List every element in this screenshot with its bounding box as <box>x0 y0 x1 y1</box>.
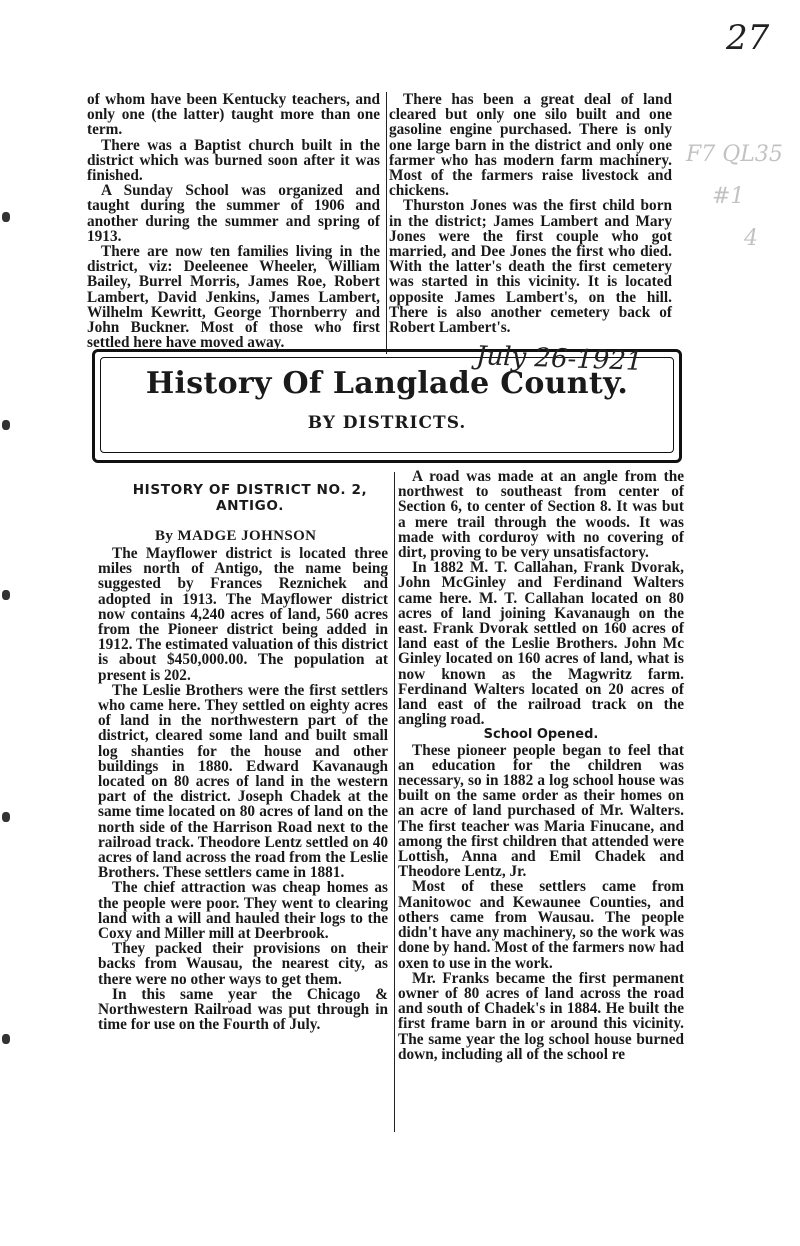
paragraph: There are now ten families living in the district, viz: Deeleenee Wheeler, William Bailey, Burrel Morris, James Roe, Robert Lambert, David Jenkins, James Lambert, Wilhelm Kewritt, George Thornberry and John Buckner. Most of those who first settled here have moved away. <box>87 243 380 352</box>
paragraph: There has been a great deal of land cleared but only one silo built and one gasoline engine purchased. There is only one large barn in the district and only one farmer who has modern farm machinery. Most of the farmers raise livestock and chickens. <box>389 91 672 200</box>
paragraph: Mr. Franks became the first permanent owner of 80 acres of land across the road and south of Chadek's in 1884. He built the first frame barn in or around this vicinity. The same year the log school house burned down, including all of the school re <box>398 969 684 1063</box>
paragraph: These pioneer people began to feel that an education for the children was necessary, so in 1882 a log school house was built on the same order as their homes on an acre of land purchased of Mr. Walters. The first teacher was Maria Finucane, and among the first children that attended were Lottish, Anna and Emil Chadek and Theodore Lentz, Jr. <box>398 741 684 881</box>
paragraph: of whom have been Kentucky teachers, and only one (the latter) taught more than one term. <box>87 91 380 139</box>
punch-hole-mark <box>2 1034 10 1044</box>
paragraph: A Sunday School was organized and taught during the summer of 1906 and another during the summer and spring of 1913. <box>87 182 380 245</box>
paragraph: The Leslie Brothers were the first settlers who came here. They settled on eighty acres of land in the northwestern part of the district, cleared some land and built small log shanties for the house and other buildings in 1880. Edward Kavanaugh located on 80 acres of land in the western part of the district. Joseph Chadek at the same time located on 80 acres of land on the north side of the Harrison Road next to the railroad track. Theodore Lentz settled on 40 acres of land across the road from the Leslie Brothers. These settlers came in 1881. <box>98 681 388 882</box>
article-title-line: HISTORY OF DISTRICT NO. 2, <box>132 482 368 498</box>
column-divider <box>386 92 387 354</box>
article-byline: By MADGE JOHNSON <box>155 528 317 544</box>
section-subhead: School Opened. <box>483 727 599 743</box>
margin-note-digit: 4 <box>744 226 758 251</box>
header-title: History Of Langlade County. <box>145 366 629 401</box>
page-number: 27 <box>726 18 770 58</box>
top-right-column <box>389 92 672 335</box>
handwritten-date: July 26-1921 <box>475 341 643 377</box>
column-divider <box>394 472 395 1132</box>
paragraph: The chief attraction was cheap homes as the people were poor. They went to clearing land with a will and hauled their logs to the Coxy and Miller mill at Deerbrook. <box>98 879 388 943</box>
article-title-line: ANTIGO. <box>215 498 284 514</box>
header-subtitle: BY DISTRICTS. <box>307 413 467 433</box>
top-left-column <box>87 92 380 350</box>
paragraph: In this same year the Chicago & Northwestern Railroad was put through in time for use on the Fourth of July. <box>98 985 388 1034</box>
article-left-column <box>98 546 388 1033</box>
paragraph: A road was made at an angle from the northwest to southeast from center of Section 6, to center of Section 8. It was but a mere trail through the woods. It was made with corduroy with no covering of dirt, proving to be very unsatisfactory. <box>398 468 684 562</box>
punch-hole-mark <box>2 212 10 222</box>
article-title <box>100 482 400 514</box>
article-right-column <box>398 469 684 1062</box>
paragraph: There was a Baptist church built in the district which was burned soon after it was finished. <box>87 136 380 185</box>
punch-hole-mark <box>2 590 10 600</box>
paragraph: The Mayflower district is located three miles north of Antigo, the name being suggested by Frances Reznichek and adopted in 1913. The Mayflower district now contains 4,240 acres of land, 560 acres from the Pioneer district being added in 1912. The estimated valuation of this district is about $450,000.00. The population at present is 202. <box>98 545 388 684</box>
paragraph: Most of these settlers came from Manitowoc and Kewaunee Counties, and others came from Wausau. The people didn't have any machinery, so the work was done by hand. Most of the farmers now had oxen to use in the work. <box>398 878 684 972</box>
punch-hole-mark <box>2 812 10 822</box>
paragraph: Thurston Jones was the first child born in the district; James Lambert and Mary Jones were the first couple who got married, and Dee Jones the first who died. With the latter's death the first cemetery was started in this vicinity. It is located opposite James Lambert's, on the hill. There is also another cemetery back of Robert Lambert's. <box>389 197 672 337</box>
paragraph: In 1882 M. T. Callahan, Frank Dvorak, John McGinley and Ferdinand Walters came here. M. T. Callahan located on 80 acres of land joining Kavanaugh on the east. Frank Dvorak settled on 160 acres of land east of the Leslie Brothers. John Mc Ginley located on 160 acres of land, what is now known as the Magwritz farm. Ferdinand Walters located on 20 acres of land east of the railroad track on the angling road. <box>398 559 684 729</box>
paragraph: They packed their provisions on their backs from Wausau, the nearest city, as there were no other ways to get them. <box>98 940 388 988</box>
margin-note-catalog: F7 QL35 <box>686 142 783 167</box>
punch-hole-mark <box>2 420 10 430</box>
margin-note-number: #1 <box>712 184 745 209</box>
